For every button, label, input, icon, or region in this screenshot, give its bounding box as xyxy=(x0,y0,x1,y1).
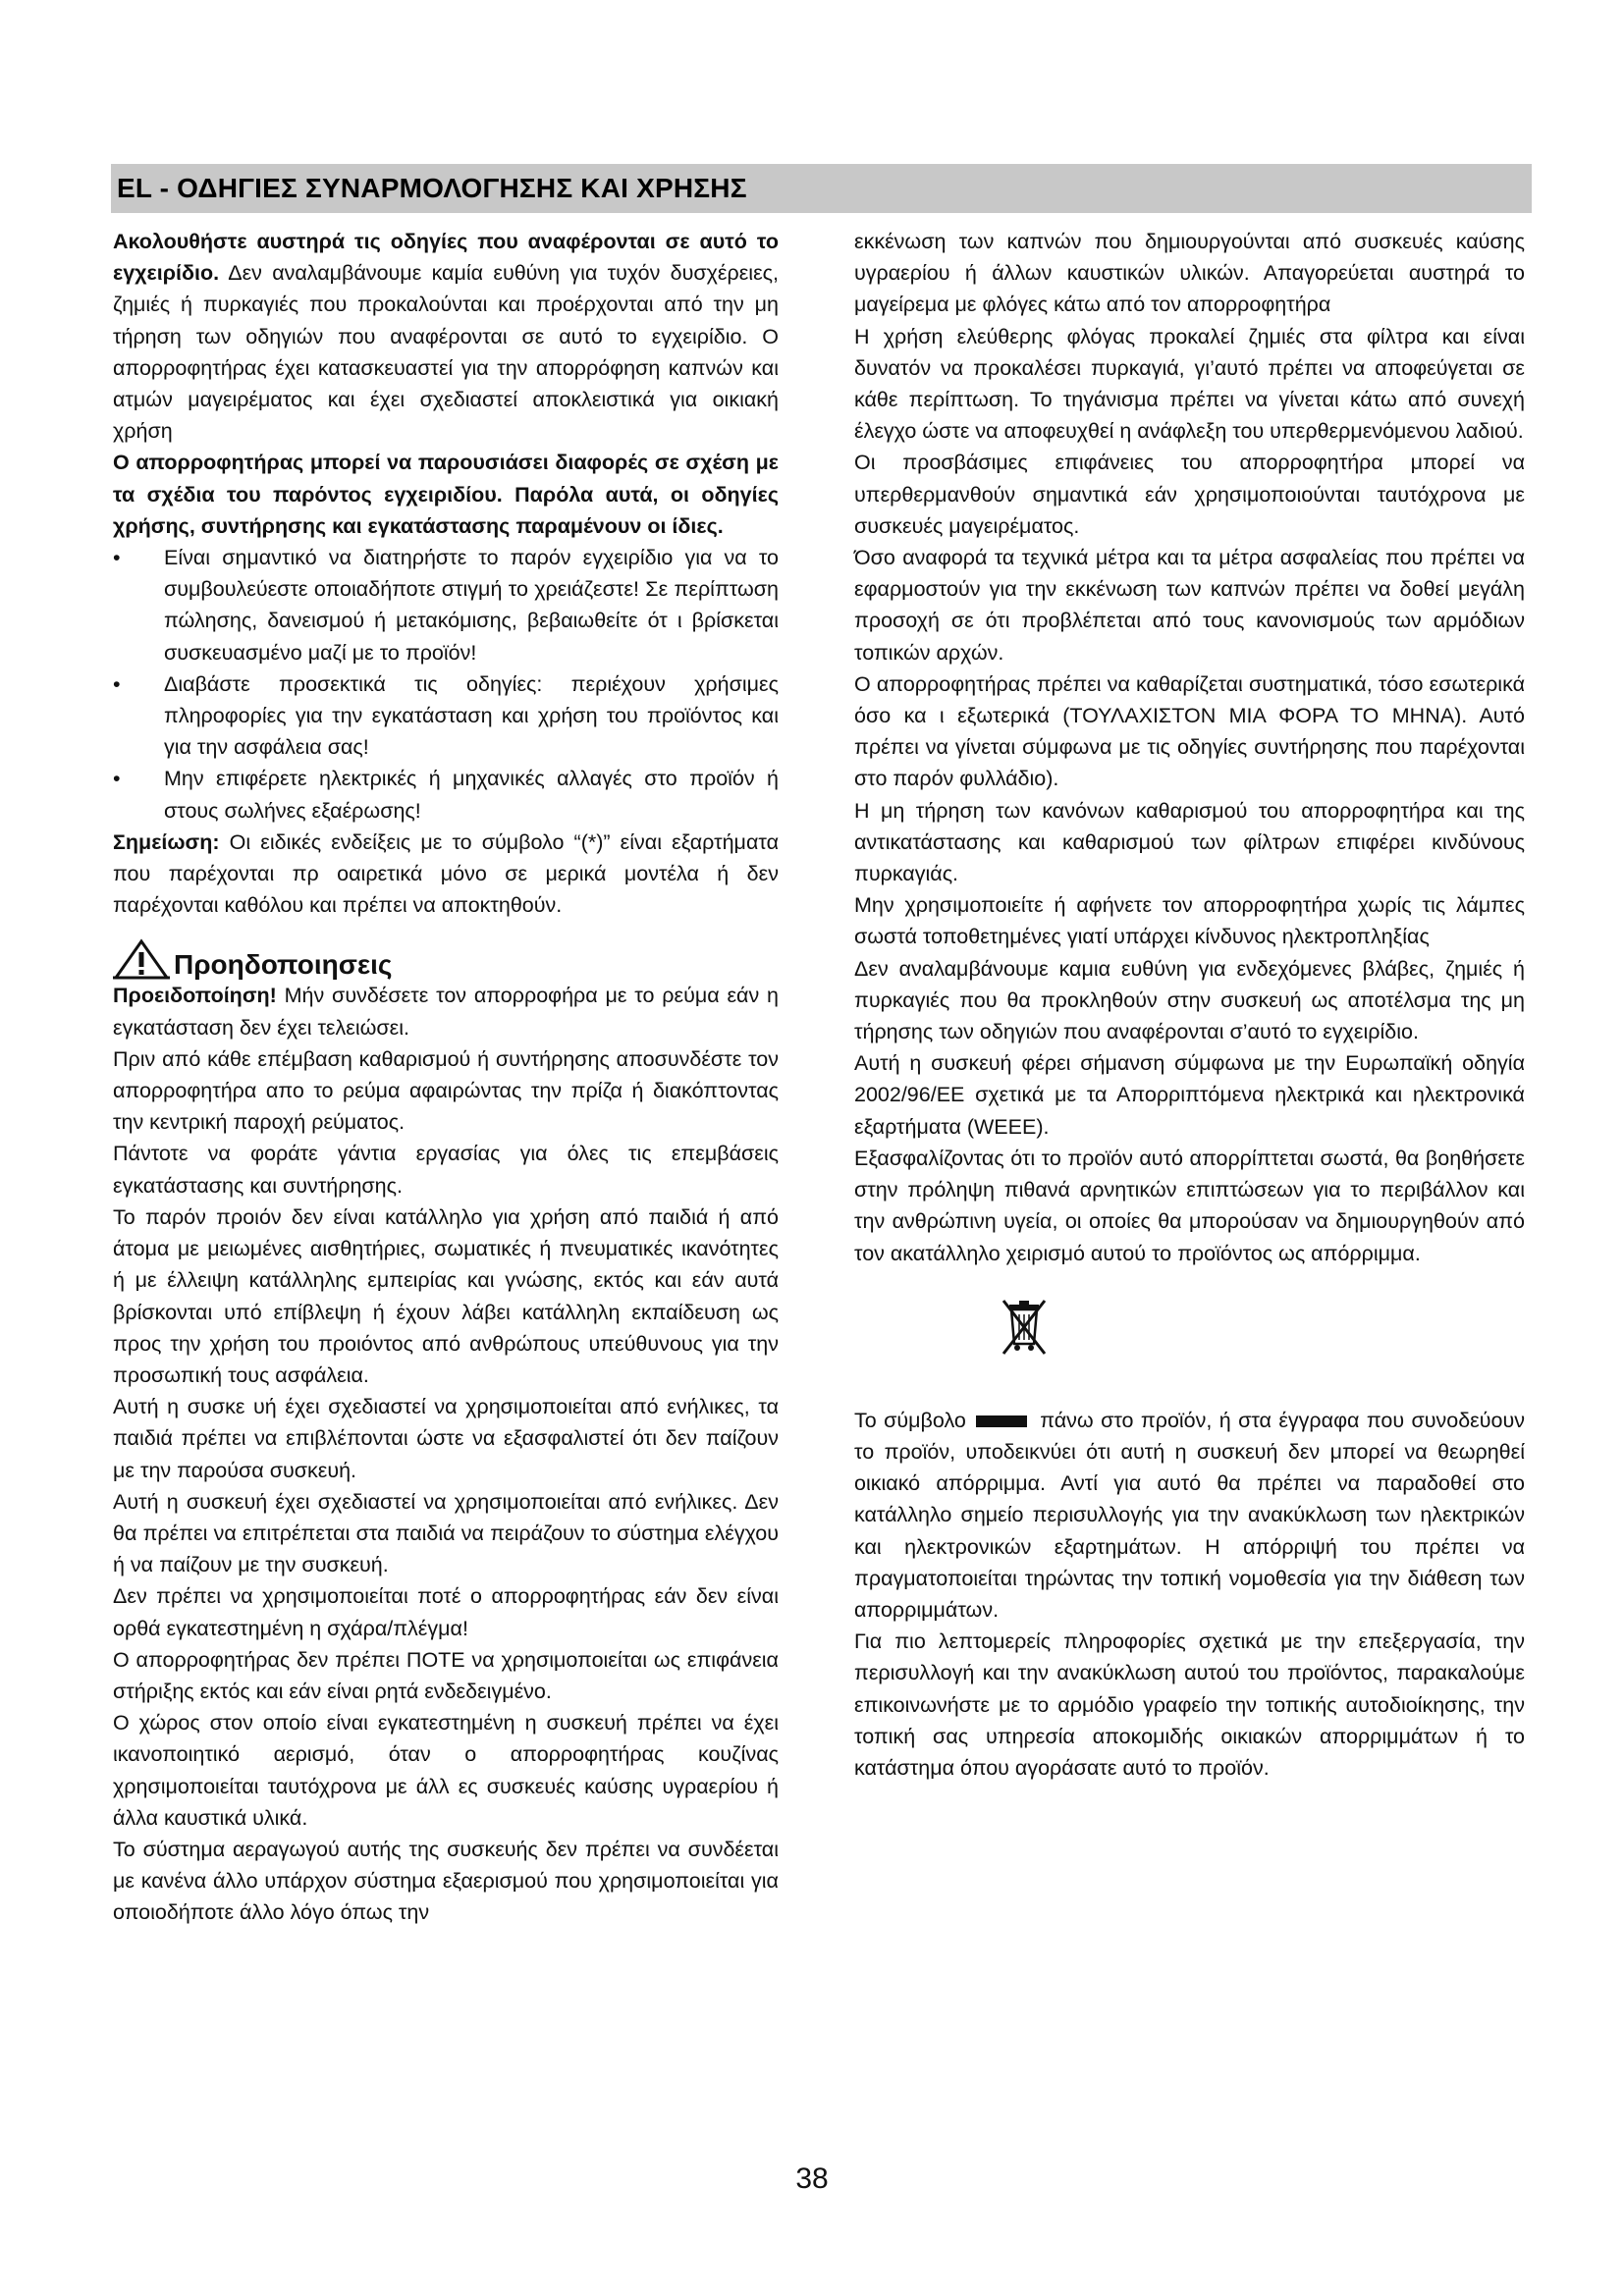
body-paragraph: Μην χρησιμοποιείτε ή αφήνετε τον απορροφητήρα χωρίς τις λάμπες σωστά τοποθετημένες γιατί υπάρχει κίνδυνος ηλεκτροπληξίας xyxy=(854,893,1525,949)
variations-bold: Ο απορροφητήρας μπορεί να παρουσιάσει διαφορές σε σχέση με τα σχέδια του παρόντος εγχειριδίου. Παρόλα αυτά, οι οδηγίες χρήσης, συντήρησης και εγκατάστασης παραμένουν οι ίδιες. xyxy=(113,451,779,538)
body-paragraph: Όσο αναφορά τα τεχνικά μέτρα και τα μέτρα ασφαλείας που πρέπει να εφαρμοστούν για την εκκένωση των καπνών πρέπει να δοθεί μεγάλη προσοχή σε ότι προβλέπεται από τους κανονισμούς των αρμόδιων τοπικών αρχών. xyxy=(854,546,1525,665)
intro-paragraph xyxy=(113,226,779,447)
symbol-paragraph xyxy=(854,1405,1525,1626)
variations-paragraph xyxy=(113,447,779,542)
body-paragraph: Εξασφαλίζοντας ότι το προϊόν αυτό απορρίπτεται σωστά, θα βοηθήσετε στην πρόληψη πιθανά αρνητικών επιπτώσεων για το περιβάλλον και την ανθρώπινη υγεία, οι οποίες θα μπορούσαν να δημιουργηθούν από τον ακατάλληλο χειρισμό αυτού το προϊόντος ως απόρριμμα. xyxy=(854,1146,1525,1265)
crossed-bin-icon xyxy=(1001,1299,1047,1367)
body-paragraph: Ο απορροφητήρας πρέπει να καθαρίζεται συστηματικά, τόσο εσωτερικά όσο κα ι εξωτερικά (ΤΟΥΛΑΧΙΣΤΟΝ ΜΙΑ ΦΟΡΑ ΤΟ ΜΗΝΑ). Αυτό πρέπει να γίνεται σύμφωνα με τις οδηγίες συντήρησης που παρέχονται στο παρόν φυλλάδιο). xyxy=(854,671,1525,791)
bullet-dot: • xyxy=(113,767,121,791)
note-paragraph xyxy=(113,827,779,922)
body-paragraph: Δεν πρέπει να χρησιμοποιείται ποτέ ο απορροφητήρας εάν δεν είναι ορθά εγκατεστημένη η σχάρα/πλέγμα! xyxy=(113,1584,779,1640)
body-paragraph: Το παρόν προιόν δεν είναι κατάλληλο για χρήση από παιδιά ή από άτομα με μειωμένες αισθητήριες, σωματικές ή πνευματικές ικανότητες ή με έλλειψη κατάλληλης εμπειρίας και γνώσης, εκτός και εάν αυτά βρίσκονται υπό επίβλεψη ή έχουν λάβει κατάλληλη εκπαίδευση ως προς την χρήση του προιόντος από ανθρώπους υπεύθυνους για την προσωπική τους ασφάλεια. xyxy=(113,1204,779,1387)
warning-triangle-icon xyxy=(113,938,170,980)
warnings-title: Προηδοποιησεις xyxy=(174,949,393,981)
bullet-text: Είναι σημαντικό να διατηρήστε το παρόν εγχειρίδιο για να το συμβουλεύεστε οποιαδήποτε στιγμή το χρειάζεστε! Σε περίπτωση πώλησης, δανεισμού ή μετακόμισης, βεβαιωθείτε ότ ι βρίσκεται συσκευασμένο μαζί με το προϊόν! xyxy=(164,546,779,665)
body-paragraph: Αυτή η συσκευή έχει σχεδιαστεί να χρησιμοποιείται από ενήλικες. Δεν θα πρέπει να επιτρέπεται στα παιδιά να πειράζουν το σύστημα ελέγχου ή να παίζουν με την συσκευή. xyxy=(113,1489,779,1577)
final-paragraph: Για πιο λεπτομερείς πληροφορίες σχετικά με την επεξεργασία, την περισυλλογή και την ανακύκλωση αυτού του προϊόντος, παρακαλούμε επικοινωνήστε με το αρμόδιο γραφείο την τοπικής αυτοδιοίκησης, την τοπική σας υπηρεσία αποκομιδής οικιακών απορριμμάτων ή το κατάστημα όπου αγοράσατε αυτό το προϊόν. xyxy=(854,1629,1525,1780)
weee-symbol-area xyxy=(854,1269,1525,1405)
intro-text: Δεν αναλαμβάνουμε καμία ευθύνη για τυχόν δυσχέρειες, ζημιές ή πυρκαγιές που προκαλούνται και προέρχονται από την μη τήρηση των οδηγιών που αναφέρονται σε αυτό το εγχειρίδιο. Ο απορροφητήρας έχει κατασκευαστεί για την απορρόφηση καπνών και ατμών μαγειρέματος και έχει σχεδιαστεί αποκλειστικά για οικιακή χρήση xyxy=(113,261,779,444)
body-paragraph: Ο χώρος στον οποίο είναι εγκατεστημένη η συσκευή πρέπει να έχει ικανοποιητικό αερισμό, όταν ο απορροφητήρας κουζίνας χρησιμοποιείται ταυτόχρονα με άλλ ες συσκευές καύσης υγραερίου ή άλλα καυστικά υλικά. xyxy=(113,1711,779,1830)
page-number: 38 xyxy=(795,2163,829,2195)
symbol-before: Το σύμβολο xyxy=(854,1408,966,1432)
body-paragraph: Δεν αναλαμβάνουμε καμια ευθύνη για ενδεχόμενες βλάβες, ζημιές ή πυρκαγιές που θα προκληθούν στην συσκευή ως αποτέλσμα της μη τήρησης των οδηγιών που αναφέρονται σ’αυτό το εγχειρίδιο. xyxy=(854,956,1525,1044)
warning-paragraph xyxy=(113,980,779,1042)
symbol-after: πάνω στο προϊόν, ή στα έγγραφα που συνοδεύουν το προϊόν, υποδεικνύει ότι αυτή η συσκευή δεν μπορεί να θεωρηθεί οικιακό απόρριμμα. Αντί για αυτό θα πρέπει να παραδοθεί στο κατάλληλο σημείο περισυλλογής για την ανακύκλωση των ηλεκτρικών και ηλεκτρονικών εξαρτημάτων. Η απόρριψή του πρέπει να πραγματοποιείται τηρώντας την τοπική νομοθεσία για την διάθεση των απορριμμάτων. xyxy=(854,1408,1525,1622)
list-item xyxy=(113,668,779,764)
note-label: Σημείωση: xyxy=(113,829,220,854)
black-bar-icon xyxy=(976,1415,1027,1427)
left-column xyxy=(113,226,779,1929)
intro-bold: Ακολουθήστε αυστηρά τις οδηγίες που αναφέρονται σε αυτό το εγχειρίδιο. xyxy=(113,230,779,286)
body-paragraph: Η χρήση ελεύθερης φλόγας προκαλεί ζημιές στα φίλτρα και είναι δυνατόν να προκαλέσει πυρκαγιά, γι’αυτό πρέπει να αποφεύγεται σε κάθε περίπτωση. Το τηγάνισμα πρέπει να γίνεται κάτω από συνεχή έλεγχο ώστε να αποφευχθεί η ανάφλεξη του υπερθερμενόμενου λαδιού. xyxy=(854,324,1525,444)
body-paragraph: Η μη τήρηση των κανόνων καθαρισμού του απορροφητήρα και της αντικατάστασης και καθαρισμού των φίλτρων επιφέρει κινδύνους πυρκαγιάς. xyxy=(854,798,1525,886)
body-paragraph: Αυτή η συσκε υή έχει σχεδιαστεί να χρησιμοποιείται από ενήλικες, τα παιδιά πρέπει να επιβλέπονται ώστε να εξασφαλιστεί ότι δεν παίζουν με την παρούσα συσκευή. xyxy=(113,1395,779,1482)
bullet-dot: • xyxy=(113,546,121,570)
list-item xyxy=(113,763,779,826)
list-item xyxy=(113,542,779,668)
warning-label: Προειδοποίηση! xyxy=(113,984,277,1008)
section-header xyxy=(111,164,1532,213)
note-text: Οι ειδικές ενδείξεις με το σύμβολο “(*)” είναι εξαρτήματα που παρέχονται πρ οαιρετικά μόνο σε μερικά μοντέλα ή δεν παρέχονται καθόλου και πρέπει να αποκτηθούν. xyxy=(113,829,779,918)
bullet-text: Μην επιφέρετε ηλεκτρικές ή μηχανικές αλλαγές στο προϊόν ή στους σωλήνες εξαέρωσης! xyxy=(164,767,779,823)
body-paragraph: Πάντοτε να φοράτε γάντια εργασίας για όλες τις επεμβάσεις εγκατάστασης και συντήρησης. xyxy=(113,1142,779,1198)
body-paragraph: εκκένωση των καπνών που δημιουργούνται από συσκευές καύσης υγραερίου ή άλλων καυστικών υλικών. Απαγορεύεται αυστηρά το μαγείρεμα με φλόγες κάτω από τον απορροφητήρα xyxy=(854,230,1525,317)
body-paragraph: Αυτή η συσκευή φέρει σήμανση σύμφωνα με την Ευρωπαϊκή οδηγία 2002/96/ΕΕ σχετικά με τα Απορριπτόμενα ηλεκτρικά και ηλεκτρονικά εξαρτήματα (WEEE). xyxy=(854,1051,1525,1139)
section-title: EL - ΟΔΗΓΙΕΣ ΣΥΝΑΡΜΟΛΟΓΗΣΗΣ ΚΑΙ ΧΡΗΣΗΣ xyxy=(117,173,747,203)
body-paragraph: Οι προσβάσιμες επιφάνειες του απορροφητήρα μπορεί να υπερθερμανθούν σημαντικά εάν χρησιμοποιούνται ταυτόχρονα με συσκευές μαγειρέματος. xyxy=(854,451,1525,538)
bullet-list xyxy=(113,542,779,827)
body-paragraph: Πριν από κάθε επέμβαση καθαρισμού ή συντήρησης αποσυνδέστε τον απορροφητήρα απο το ρεύμα αφαιρώντας την πρίζα ή διακόπτοντας την κεντρική παροχή ρεύματος. xyxy=(113,1046,779,1135)
warning-text: Μήν συνδέσετε τον απορροφήρα με το ρεύμα εάν η εγκατάσταση δεν έχει τελειώσει. xyxy=(113,984,779,1040)
bullet-text: Διαβάστε προσεκτικά τις οδηγίες: περιέχουν χρήσιμες πληροφορίες για την εγκατάσταση και χρήση του προϊόντος και για την ασφάλεια σας! xyxy=(164,671,779,760)
right-column xyxy=(854,226,1525,1784)
bullet-dot: • xyxy=(113,671,121,696)
body-paragraph: Ο απορροφητήρας δεν πρέπει ΠΟΤΕ να χρησιμοποιείται ως επιφάνεια στήριξης εκτός και εάν είναι ρητά ενδεδειγμένο. xyxy=(113,1647,779,1703)
body-paragraph: Το σύστημα αεραγωγού αυτής της συσκευής δεν πρέπει να συνδέεται με κανένα άλλο υπάρχον σύστημα εξαερισμού που χρησιμοποιείται για οποιοδήποτε άλλο λόγο όπως την xyxy=(113,1837,779,1925)
warnings-heading xyxy=(113,934,779,980)
